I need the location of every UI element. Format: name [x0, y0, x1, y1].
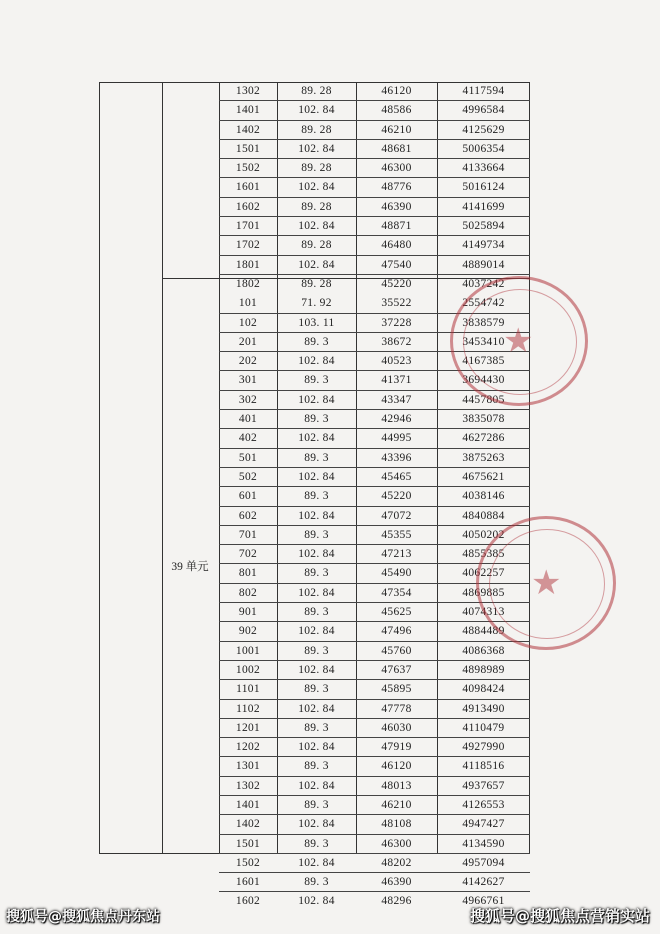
total-price-cell: 3453410	[462, 335, 505, 348]
table-row	[219, 700, 530, 719]
total-price-cell: 4086368	[462, 644, 505, 657]
room-number-cell: 802	[238, 586, 258, 599]
area-cell: 102. 84	[298, 625, 335, 638]
room-number-cell: 1502	[235, 856, 261, 869]
area-cell: 89. 3	[304, 567, 329, 580]
table-row	[219, 873, 530, 892]
area-cell: 102. 84	[298, 779, 335, 792]
room-number-cell: 301	[238, 374, 258, 387]
total-price-cell: 4050202	[462, 528, 505, 541]
unit-price-cell: 43396	[381, 451, 412, 464]
room-number-cell: 801	[238, 567, 258, 580]
room-number-cell: 701	[238, 528, 258, 541]
table-row	[219, 642, 530, 661]
table-row	[219, 661, 530, 680]
room-number-cell: 1302	[235, 85, 261, 97]
unit-price-cell: 48296	[381, 895, 412, 908]
total-price-cell: 4142627	[462, 876, 505, 889]
unit-price-cell: 38672	[381, 335, 412, 348]
area-cell: 102. 84	[298, 220, 335, 233]
area-cell: 89. 28	[301, 277, 332, 290]
total-price-cell: 4675621	[462, 470, 505, 483]
unit-price-cell: 45490	[381, 567, 412, 580]
room-number-cell: 602	[238, 509, 258, 522]
table-row	[219, 121, 530, 140]
unit-price-cell: 47540	[381, 258, 412, 271]
unit-price-cell: 42946	[381, 413, 412, 426]
total-price-cell: 3875263	[462, 451, 505, 464]
total-price-cell: 4038146	[462, 490, 505, 503]
area-cell: 89. 3	[304, 335, 329, 348]
watermark-right: 搜狐号@搜狐焦点营销实站	[469, 907, 650, 925]
total-price-cell: 4141699	[462, 200, 505, 213]
room-number-cell: 1401	[235, 104, 261, 117]
unit-price-cell: 47778	[381, 702, 412, 715]
table-row	[219, 429, 530, 448]
total-price-cell: 4134590	[462, 837, 505, 850]
unit-39-label: 39 单元	[171, 561, 209, 573]
area-cell: 89. 3	[304, 760, 329, 773]
area-cell: 103. 11	[298, 316, 335, 329]
room-number-cell: 1102	[236, 702, 260, 715]
area-cell: 102. 84	[298, 663, 335, 676]
room-number-cell: 1202	[235, 741, 261, 754]
table-row	[219, 217, 530, 236]
unit-price-cell: 46120	[381, 760, 412, 773]
unit-price-cell: 48586	[381, 104, 412, 117]
unit-price-cell: 45465	[381, 470, 412, 483]
room-number-cell: 401	[238, 413, 258, 426]
room-number-cell: 1702	[235, 239, 261, 252]
unit-price-cell: 48013	[381, 779, 412, 792]
room-number-cell: 601	[238, 490, 258, 503]
unit-price-cell: 46390	[381, 200, 412, 213]
table-row	[219, 140, 530, 159]
area-cell: 89. 28	[301, 200, 332, 213]
room-number-cell: 1501	[235, 142, 261, 155]
total-price-cell: 4110479	[462, 721, 505, 734]
total-price-cell: 4840884	[462, 509, 505, 522]
unit-price-cell: 47072	[381, 509, 412, 522]
area-cell: 102. 84	[298, 548, 335, 561]
unit-price-cell: 48681	[381, 142, 412, 155]
area-cell: 102. 84	[298, 258, 335, 271]
unit-price-cell: 46120	[381, 85, 412, 97]
table-row	[219, 854, 530, 873]
unit-price-cell: 43347	[381, 393, 412, 406]
total-price-cell: 4098424	[462, 683, 505, 696]
total-price-cell: 4889014	[462, 258, 505, 271]
table-row	[219, 410, 530, 429]
area-cell: 89. 3	[304, 876, 329, 889]
room-number-cell: 902	[238, 625, 258, 638]
unit-price-cell: 40523	[381, 355, 412, 368]
table-row	[219, 680, 530, 699]
total-price-cell: 3838579	[462, 316, 505, 329]
room-number-cell: 1001	[235, 644, 261, 657]
total-price-cell: 3835078	[462, 413, 505, 426]
total-price-cell: 5016124	[462, 181, 505, 194]
col-line-building	[162, 82, 163, 854]
total-price-cell: 4966761	[462, 895, 505, 908]
room-number-cell: 501	[238, 451, 258, 464]
area-cell: 102. 84	[298, 104, 335, 117]
room-number-cell: 1802	[235, 277, 261, 290]
total-price-cell: 4125629	[462, 123, 505, 136]
total-price-cell: 4062257	[462, 567, 505, 580]
area-cell: 89. 28	[301, 239, 332, 252]
total-price-cell: 3694430	[462, 374, 505, 387]
total-price-cell: 4947427	[462, 818, 505, 831]
area-cell: 89. 3	[304, 451, 329, 464]
total-price-cell: 4869885	[462, 586, 505, 599]
table-row	[219, 526, 530, 545]
room-number-cell: 1101	[236, 683, 260, 696]
area-cell: 102. 84	[298, 355, 335, 368]
room-number-cell: 1601	[235, 181, 261, 194]
area-cell: 89. 28	[301, 162, 332, 175]
unit-price-cell: 47637	[381, 663, 412, 676]
area-cell: 102. 84	[298, 470, 335, 483]
total-price-cell: 4074313	[462, 606, 505, 619]
unit-price-cell: 48202	[381, 856, 412, 869]
unit-price-cell: 46300	[381, 162, 412, 175]
total-price-cell: 4855385	[462, 548, 505, 561]
area-cell: 89. 3	[304, 837, 329, 850]
area-cell: 102. 84	[298, 586, 335, 599]
room-number-cell: 1601	[235, 876, 261, 889]
table-row	[219, 777, 530, 796]
table-row	[219, 468, 530, 487]
unit-price-cell: 48776	[381, 181, 412, 194]
total-price-cell: 4884489	[462, 625, 505, 638]
room-number-cell: 901	[238, 606, 258, 619]
unit-price-cell: 46390	[381, 876, 412, 889]
unit-price-cell: 47354	[381, 586, 412, 599]
area-cell: 89. 3	[304, 644, 329, 657]
room-number-cell: 502	[238, 470, 258, 483]
unit-price-cell: 46210	[381, 123, 412, 136]
total-price-cell: 4898989	[462, 663, 505, 676]
table-row	[219, 835, 530, 854]
seal-star-icon: ★	[503, 323, 534, 360]
room-number-cell: 1201	[235, 721, 261, 734]
unit-price-cell: 46480	[381, 239, 412, 252]
total-price-cell: 4627286	[462, 432, 505, 445]
total-price-cell: 4133664	[462, 162, 505, 175]
area-cell: 89. 3	[304, 374, 329, 387]
seal-star-icon: ★	[531, 565, 562, 602]
area-cell: 102. 84	[298, 702, 335, 715]
room-number-cell: 1801	[235, 258, 261, 271]
room-number-cell: 302	[238, 393, 258, 406]
table-row	[219, 738, 530, 757]
area-cell: 102. 84	[298, 432, 335, 445]
unit-price-cell: 46210	[381, 798, 412, 811]
total-price-cell: 4937657	[462, 779, 505, 792]
unit-price-cell: 45760	[381, 644, 412, 657]
area-cell: 89. 28	[301, 123, 332, 136]
unit-price-cell: 47213	[381, 548, 412, 561]
table-row	[219, 256, 530, 275]
total-price-cell: 4457805	[462, 393, 505, 406]
room-number-cell: 1302	[235, 779, 261, 792]
room-number-cell: 101	[238, 297, 258, 310]
unit-price-cell: 45355	[381, 528, 412, 541]
watermark-left: 搜狐号@搜狐焦点丹东站	[6, 909, 160, 925]
total-price-cell: 5006354	[462, 142, 505, 155]
table-row	[219, 815, 530, 834]
area-cell: 89. 28	[301, 85, 332, 97]
area-cell: 89. 3	[304, 528, 329, 541]
total-price-cell: 4996584	[462, 104, 505, 117]
area-cell: 89. 3	[304, 798, 329, 811]
room-number-cell: 202	[238, 355, 258, 368]
unit-price-cell: 37228	[381, 316, 412, 329]
area-cell: 89. 3	[304, 683, 329, 696]
area-cell: 102. 84	[298, 895, 335, 908]
unit-price-cell: 45220	[381, 277, 412, 290]
unit-price-cell: 47919	[381, 741, 412, 754]
unit-price-cell: 41371	[381, 374, 412, 387]
room-number-cell: 1002	[235, 663, 261, 676]
table-row	[219, 622, 530, 641]
room-number-cell: 201	[238, 335, 258, 348]
table-row	[219, 159, 530, 178]
room-number-cell: 102	[238, 316, 258, 329]
unit-price-cell: 35522	[381, 297, 412, 310]
total-price-cell: 4913490	[462, 702, 505, 715]
unit-price-cell: 46300	[381, 837, 412, 850]
area-cell: 102. 84	[298, 393, 335, 406]
total-price-cell: 4927990	[462, 741, 505, 754]
area-cell: 89. 3	[304, 606, 329, 619]
room-number-cell: 1701	[235, 220, 261, 233]
unit-price-cell: 46030	[381, 721, 412, 734]
total-price-cell: 4167385	[462, 355, 505, 368]
table-row	[219, 719, 530, 738]
table-row	[219, 796, 530, 815]
unit-price-cell: 45895	[381, 683, 412, 696]
official-seal-lower	[476, 516, 616, 650]
area-cell: 102. 84	[298, 509, 335, 522]
table-row	[219, 198, 530, 217]
room-number-cell: 1502	[235, 162, 261, 175]
area-cell: 102. 84	[298, 741, 335, 754]
total-price-cell: 4957094	[462, 856, 505, 869]
table-row	[219, 487, 530, 506]
table-row	[219, 101, 530, 120]
room-number-cell: 1602	[235, 200, 261, 213]
area-cell: 89. 3	[304, 413, 329, 426]
area-cell: 89. 3	[304, 721, 329, 734]
unit-price-cell: 45220	[381, 490, 412, 503]
table-row	[219, 507, 530, 526]
area-cell: 89. 3	[304, 490, 329, 503]
area-cell: 102. 84	[298, 181, 335, 194]
total-price-cell: 2554742	[462, 297, 505, 310]
rows-previous-unit	[219, 82, 530, 294]
total-price-cell: 4126553	[462, 798, 505, 811]
room-number-cell: 1401	[235, 798, 261, 811]
room-number-cell: 702	[238, 548, 258, 561]
unit-price-cell: 45625	[381, 606, 412, 619]
total-price-cell: 4149734	[462, 239, 505, 252]
total-price-cell: 5025894	[462, 220, 505, 233]
table-row	[219, 236, 530, 255]
table-row	[219, 82, 530, 101]
table-row	[219, 178, 530, 197]
unit-price-cell: 44995	[381, 432, 412, 445]
area-cell: 102. 84	[298, 856, 335, 869]
official-seal-upper	[450, 276, 588, 406]
table-row	[219, 757, 530, 776]
area-cell: 102. 84	[298, 142, 335, 155]
room-number-cell: 1301	[235, 760, 261, 773]
total-price-cell: 4118516	[462, 760, 505, 773]
room-number-cell: 1501	[235, 837, 261, 850]
unit-price-cell: 48871	[381, 220, 412, 233]
area-cell: 71. 92	[301, 297, 332, 310]
price-table-body	[219, 82, 530, 912]
area-cell: 102. 84	[298, 818, 335, 831]
room-number-cell: 1402	[235, 818, 261, 831]
room-number-cell: 402	[238, 432, 258, 445]
total-price-cell: 4037242	[462, 277, 505, 290]
unit-price-cell: 47496	[381, 625, 412, 638]
room-number-cell: 1602	[235, 895, 261, 908]
total-price-cell: 4117594	[462, 85, 505, 97]
unit-price-cell: 48108	[381, 818, 412, 831]
table-row	[219, 449, 530, 468]
room-number-cell: 1402	[235, 123, 261, 136]
